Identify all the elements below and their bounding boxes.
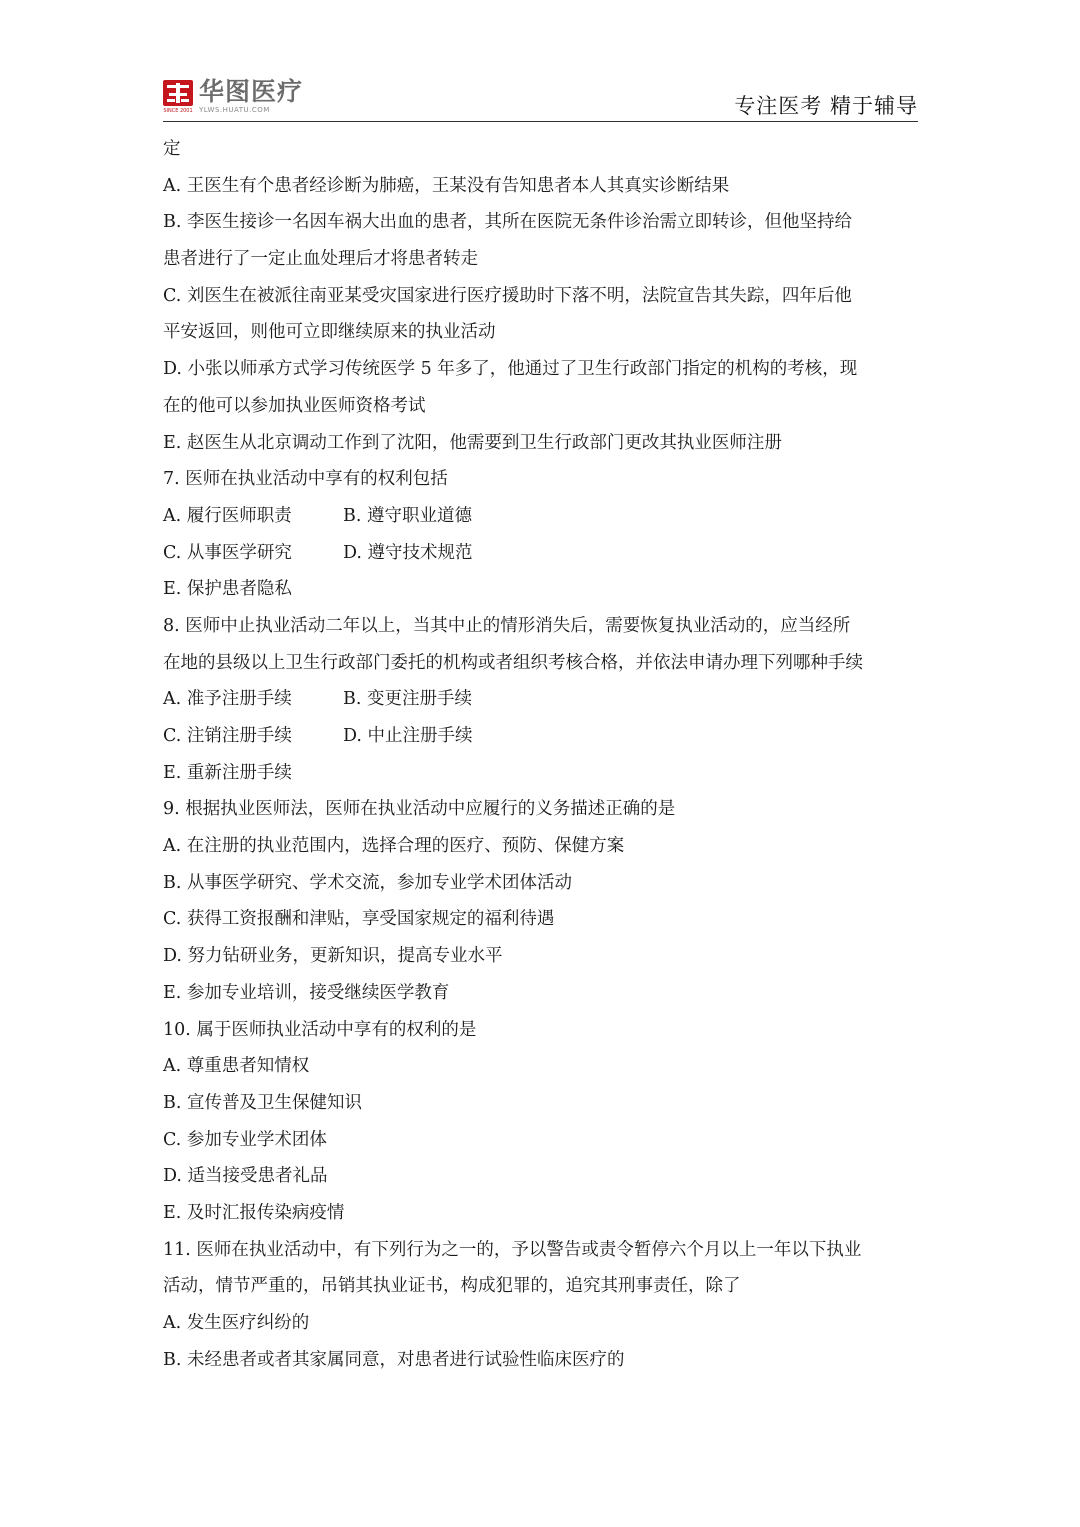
question-10: 10. 属于医师执业活动中享有的权利的是 [163,1019,477,1040]
text-line: 平安返回，则他可立即继续原来的执业活动 [163,322,496,343]
text-line: B. 李医生接诊一名因车祸大出血的患者，其所在医院无条件诊治需立即转诊，但他坚持给 [163,212,852,233]
option-pair [163,535,919,572]
page-header [163,74,918,122]
logo-url: YLWS.HUATU.COM [199,105,270,114]
option: D. 遵守技术规范 [343,542,473,563]
document-body [163,131,919,1378]
text-line: A. 在注册的执业范围内，选择合理的医疗、预防、保健方案 [163,836,625,857]
text-line: B. 宣传普及卫生保健知识 [163,1092,362,1113]
text-line: 在地的县级以上卫生行政部门委托的机构或者组织考核合格，并依法申请办理下列哪种手续 [163,652,863,673]
option: A. 履行医师职责 [163,505,292,526]
text-line: E. 参加专业培训，接受继续医学教育 [163,982,450,1003]
option: B. 遵守职业道德 [343,505,472,526]
text-line: C. 获得工资报酬和津贴，享受国家规定的福利待遇 [163,909,555,930]
text-line: D. 努力钻研业务，更新知识，提高专业水平 [163,946,503,967]
text-line: 在的他可以参加执业医师资格考试 [163,395,426,416]
option-pair [163,498,919,535]
option: C. 注销注册手续 [163,726,292,746]
text-line: 定 [163,139,181,159]
text-line: A. 王医生有个患者经诊断为肺癌，王某没有告知患者本人其真实诊断结果 [163,175,730,196]
text-line: D. 小张以师承方式学习传统医学 5 年多了，他通过了卫生行政部门指定的机构的考核，现 [163,359,858,380]
header-slogan: 专注医考 精于辅导 [734,94,918,118]
question-11: 11. 医师在执业活动中，有下列行为之一的，予以警告或责令暂停六个月以上一年以下执业 [163,1239,862,1260]
text-line: C. 刘医生在被派往南亚某受灾国家进行医疗援助时下落不明，法院宣告其失踪，四年后他 [163,285,852,306]
logo-name: 华图医疗 [199,76,304,106]
logo-since-text: SINCE 2001 [163,108,193,114]
text-line: A. 发生医疗纠纷的 [163,1313,310,1333]
text-line: E. 及时汇报传染病疫情 [163,1202,345,1223]
text-line: C. 参加专业学术团体 [163,1129,327,1150]
option-pair [163,718,919,755]
option: B. 变更注册手续 [343,689,472,710]
question-7: 7. 医师在执业活动中享有的权利包括 [163,469,448,490]
huatu-logo [163,76,303,116]
text-line: E. 保护患者隐私 [163,579,292,600]
option: A. 准予注册手续 [163,689,292,710]
option: D. 中止注册手续 [343,726,473,746]
text-line: D. 适当接受患者礼品 [163,1166,328,1187]
question-8: 8. 医师中止执业活动二年以上，当其中止的情形消失后，需要恢复执业活动的，应当经所 [163,615,851,636]
text-line: B. 从事医学研究、学术交流，参加专业学术团体活动 [163,872,572,893]
text-line: 患者进行了一定止血处理后才将患者转走 [163,249,478,270]
text-line: 活动，情节严重的，吊销其执业证书，构成犯罪的，追究其刑事责任，除了 [163,1276,741,1297]
option-pair [163,681,919,718]
huatu-logo-icon [163,80,193,112]
option: C. 从事医学研究 [163,542,292,563]
text-line: B. 未经患者或者其家属同意，对患者进行试验性临床医疗的 [163,1349,625,1370]
question-9: 9. 根据执业医师法，医师在执业活动中应履行的义务描述正确的是 [163,799,676,820]
text-line: A. 尊重患者知情权 [163,1056,310,1077]
header-divider [163,121,918,122]
text-line: E. 赵医生从北京调动工作到了沈阳，他需要到卫生行政部门更改其执业医师注册 [163,432,782,453]
text-line: E. 重新注册手续 [163,762,292,783]
